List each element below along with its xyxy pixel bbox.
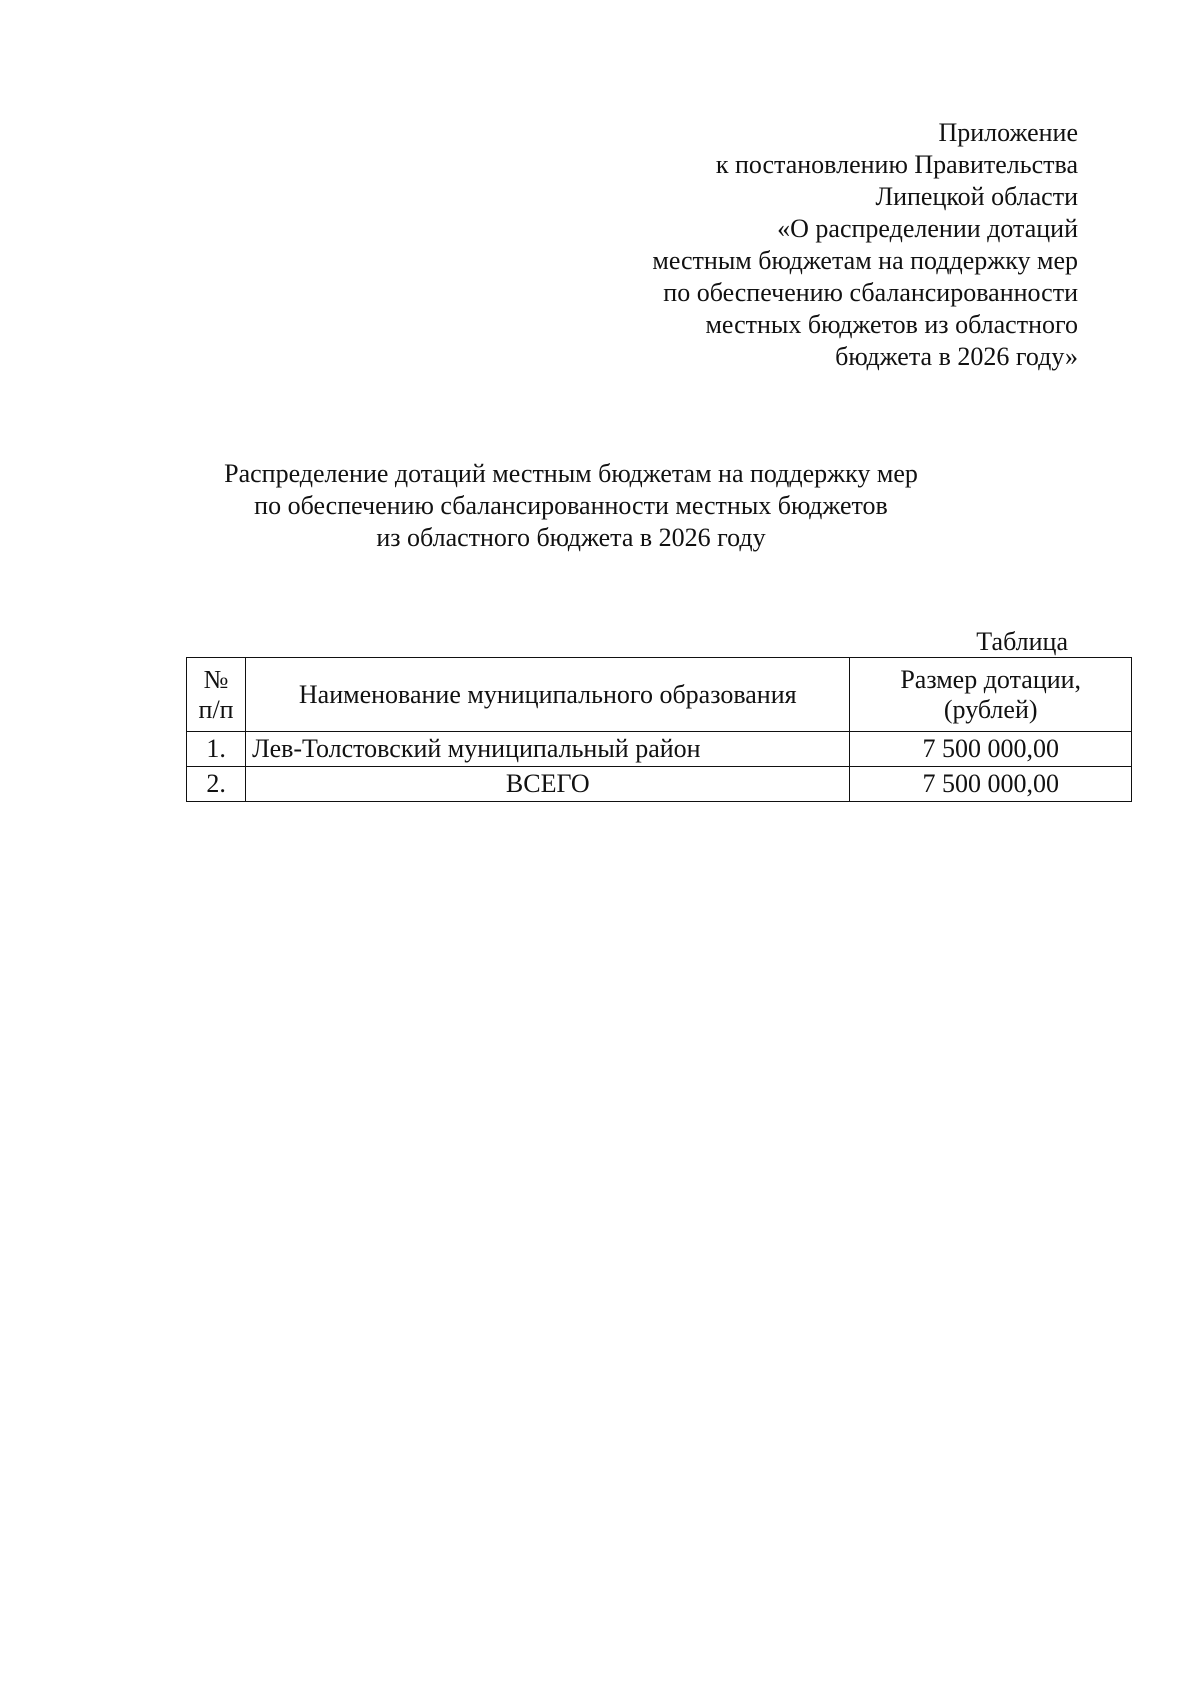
table-caption: Таблица — [976, 627, 1068, 656]
table-row — [187, 732, 1132, 767]
appendix-line: местным бюджетам на поддержку мер — [652, 246, 1078, 275]
table-header-row — [187, 658, 1132, 732]
row-number: 2. — [187, 767, 246, 802]
header-amount — [850, 658, 1132, 732]
row-total-label: ВСЕГО — [246, 767, 850, 802]
appendix-line: по обеспечению сбалансированности — [663, 278, 1078, 307]
title-line: по обеспечению сбалансированности местных бюджетов — [254, 491, 888, 520]
row-municipality: Лев-Толстовский муниципальный район — [246, 732, 850, 767]
header-number-symbol: № — [203, 664, 229, 694]
row-amount: 7 500 000,00 — [850, 767, 1132, 802]
grant-distribution-table — [186, 657, 1132, 802]
header-number — [187, 658, 246, 732]
appendix-line: «О распределении дотаций — [777, 214, 1078, 243]
header-amount-label: Размер дотации, — [900, 664, 1082, 694]
appendix-line: местных бюджетов из областного — [705, 310, 1078, 339]
appendix-line: к постановлению Правительства — [715, 150, 1078, 179]
title-line: Распределение дотаций местным бюджетам на поддержку мер — [224, 459, 918, 488]
appendix-line: бюджета в 2026 году» — [835, 342, 1078, 371]
document-title — [160, 458, 982, 554]
row-number: 1. — [187, 732, 246, 767]
table-row-total — [187, 767, 1132, 802]
header-number-label: п/п — [198, 694, 234, 724]
appendix-line: Липецкой области — [875, 182, 1078, 211]
row-amount: 7 500 000,00 — [850, 732, 1132, 767]
appendix-header — [478, 117, 1078, 373]
title-line: из областного бюджета в 2026 году — [376, 523, 766, 552]
header-municipality: Наименование муниципального образования — [246, 658, 850, 732]
header-amount-unit: (рублей) — [943, 694, 1038, 724]
appendix-line: Приложение — [938, 118, 1078, 147]
